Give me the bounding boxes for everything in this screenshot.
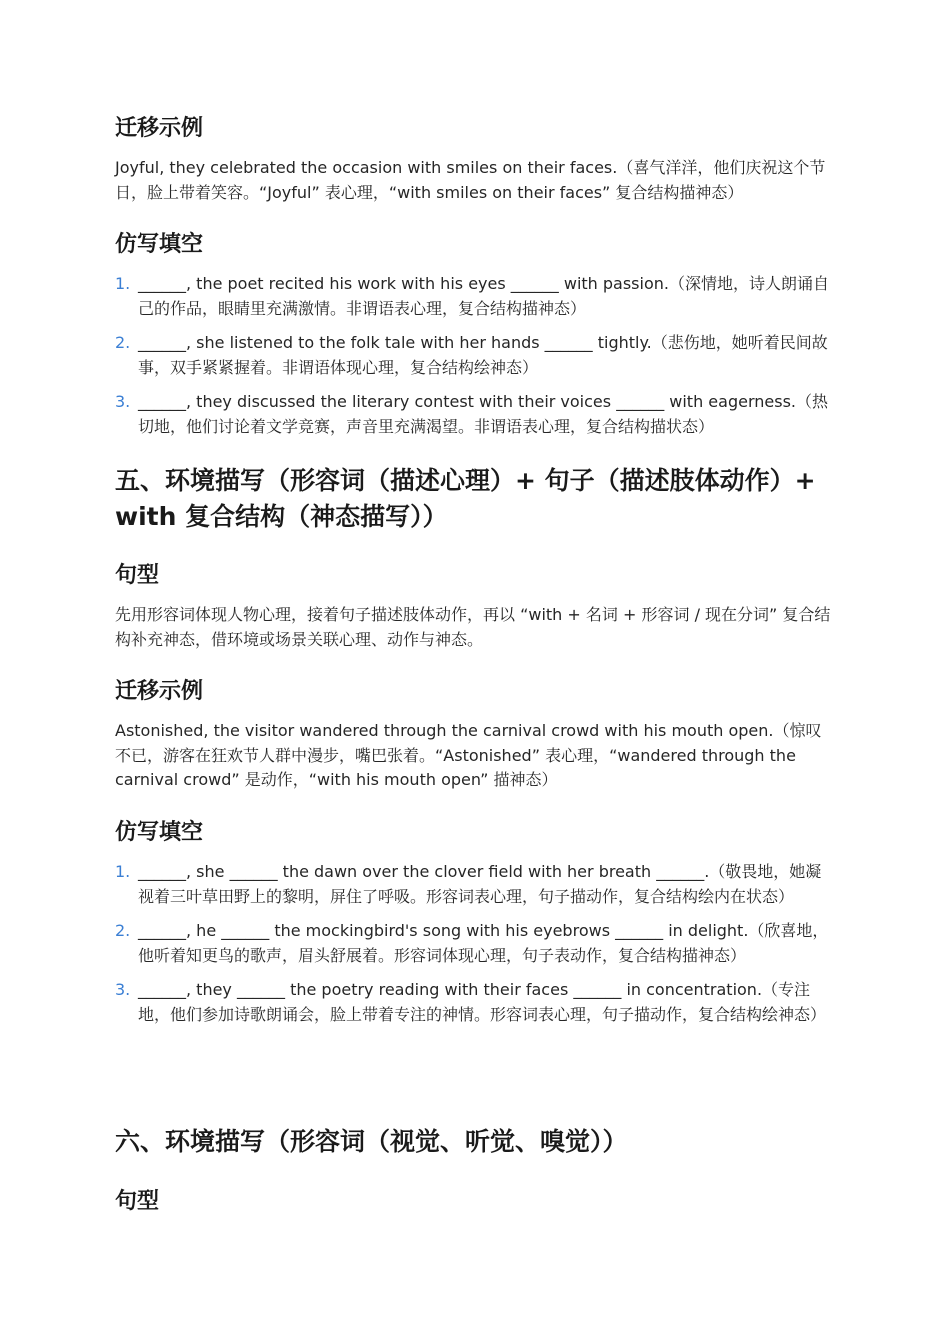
section-6-title: 六、环境描写（形容词（视觉、听觉、嗅觉）） [115, 1127, 628, 1156]
list-number: 2. [115, 921, 131, 940]
list-item-text: ______, he ______ the mockingbird's song with his eyebrows ______ in delight.（欣喜地，他听着知更鸟的歌声，眉头舒展着。形容词体现心理，句子表动作，复合结构描神态） [138, 921, 829, 965]
fill-list [115, 272, 835, 449]
list-item-text: ______, the poet recited his work with his eyes ______ with passion.（深情地，诗人朗诵自己的作品，眼睛里充满激情。非谓语表心理，复合结构描神态） [138, 274, 829, 318]
fill-heading: 仿写填空 [115, 820, 204, 845]
example-text: Joyful, they celebrated the occasion with smiles on their faces.（喜气洋洋，他们庆祝这个节日，脸上带着笑容。“Joyful” 表心理，“with smiles on their faces” 复合结构描神态） [115, 158, 826, 202]
example-heading: 迁移示例 [115, 679, 204, 704]
pattern-heading: 句型 [115, 1189, 160, 1214]
list-item [115, 272, 835, 321]
section-5-title: 五、环境描写（形容词（描述心理）+ 句子（描述肢体动作）+ with 复合结构（神态描写）） [115, 466, 816, 531]
fill-list [115, 860, 835, 1037]
list-item-text: ______, they discussed the literary contest with their voices ______ with eagerness.（热切地，他们讨论着文学竞赛，声音里充满渴望。非谓语表心理，复合结构描状态） [138, 392, 828, 436]
example-text: Astonished, the visitor wandered through the carnival crowd with his mouth open.（惊叹不已，游客在狂欢节人群中漫步，嘴巴张着。“Astonished” 表心理，“wandered through the carnival crowd” 是动作，“with his mouth open” 描神态） [115, 721, 822, 789]
list-item-text: ______, she ______ the dawn over the clover field with her breath ______.（敬畏地，她凝视着三叶草田野上的黎明，屏住了呼吸。形容词表心理，句子描动作，复合结构绘内在状态） [138, 862, 822, 906]
example-heading: 迁移示例 [115, 116, 204, 141]
list-item [115, 860, 835, 909]
list-item [115, 331, 835, 380]
pattern-heading: 句型 [115, 563, 160, 588]
list-number: 1. [115, 862, 131, 881]
list-item [115, 978, 835, 1027]
list-number: 3. [115, 980, 131, 999]
fill-heading: 仿写填空 [115, 232, 204, 257]
list-item-text: ______, she listened to the folk tale with her hands ______ tightly.（悲伤地，她听着民间故事，双手紧紧握着。非谓语体现心理，复合结构绘神态） [138, 333, 828, 377]
list-item [115, 390, 835, 439]
pattern-text: 先用形容词体现人物心理，接着句子描述肢体动作，再以 “with + 名词 + 形容词 / 现在分词” 复合结构补充神态，借环境或场景关联心理、动作与神态。 [115, 605, 831, 649]
list-number: 3. [115, 392, 131, 411]
list-number: 2. [115, 333, 131, 352]
list-item-text: ______, they ______ the poetry reading with their faces ______ in concentration.（专注地，他们参加诗歌朗诵会，脸上带着专注的神情。形容词表心理，句子描动作，复合结构绘神态） [138, 980, 827, 1024]
list-number: 1. [115, 274, 131, 293]
list-item [115, 919, 835, 968]
